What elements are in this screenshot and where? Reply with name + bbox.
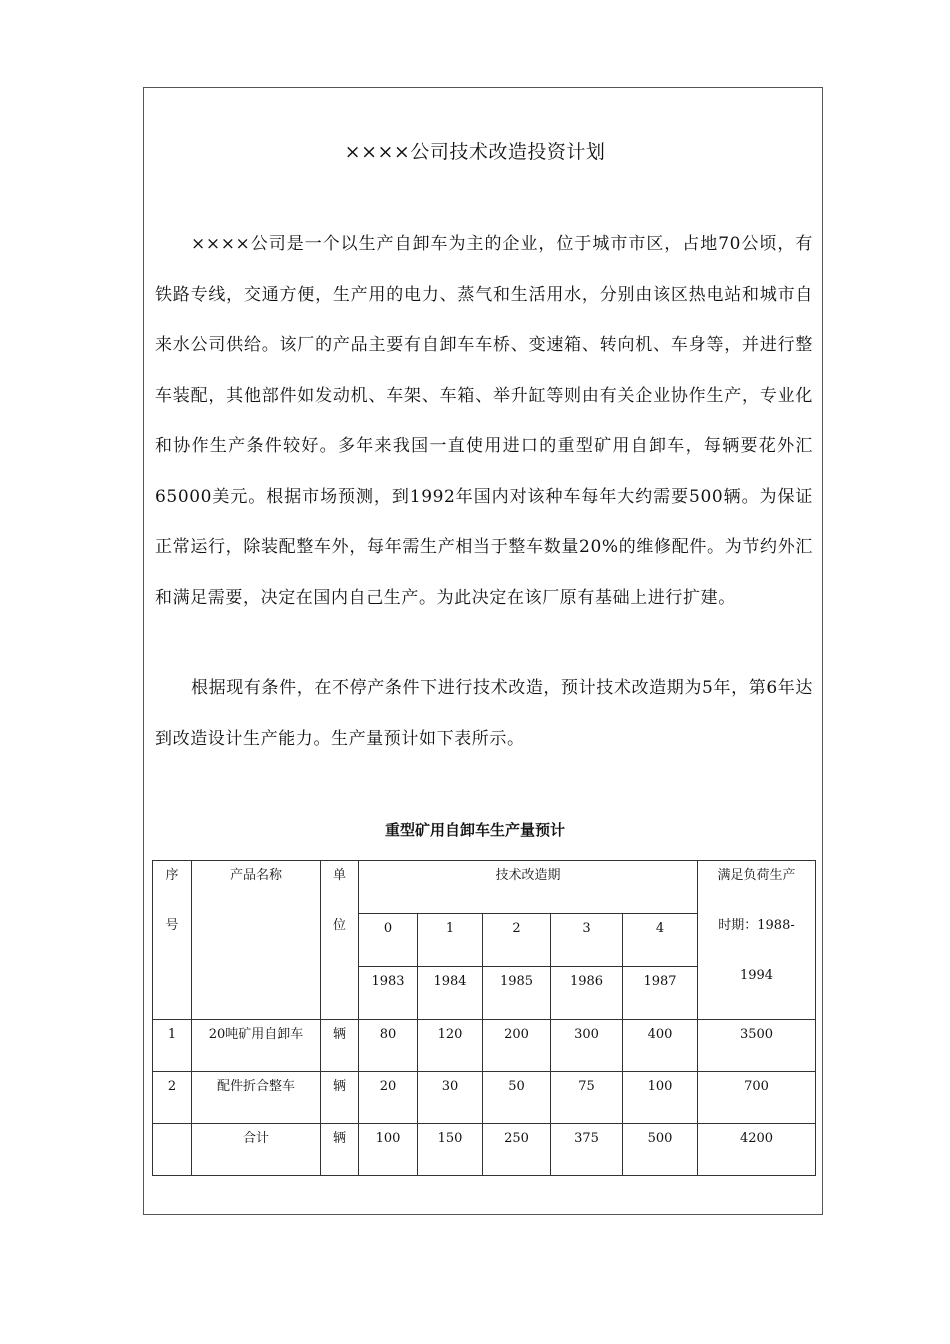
row-value: 500 [623,1124,698,1176]
table-title: 重型矿用自卸车生产量预计 [384,821,565,839]
year-cell: 1986 [551,967,623,1020]
table-row [153,1124,816,1176]
row-name: 合计 [192,1124,321,1176]
row-seq: 2 [153,1072,192,1124]
row-full: 700 [698,1072,816,1124]
row-value: 50 [483,1072,551,1124]
row-value: 30 [418,1072,483,1124]
row-name: 20吨矿用自卸车 [192,1020,321,1072]
period-cell: 0 [359,914,418,967]
header-full-load: 满足负荷生产 时期：1988- 1994 [698,861,816,1020]
header-seq: 序 号 [153,861,192,1020]
row-value: 100 [623,1072,698,1124]
period-cell: 4 [623,914,698,967]
row-full: 4200 [698,1124,816,1176]
year-cell: 1984 [418,967,483,1020]
table-row [153,1072,816,1124]
period-cell: 3 [551,914,623,967]
year-cell: 1983 [359,967,418,1020]
row-value: 150 [418,1124,483,1176]
row-value: 200 [483,1020,551,1072]
header-name: 产品名称 [192,861,321,1020]
row-value: 100 [359,1124,418,1176]
year-cell: 1985 [483,967,551,1020]
table-row [153,1020,816,1072]
row-value: 300 [551,1020,623,1072]
row-value: 80 [359,1020,418,1072]
period-cell: 1 [418,914,483,967]
row-seq [153,1124,192,1176]
header-period: 技术改造期 [359,861,698,914]
row-unit: 辆 [321,1020,359,1072]
row-unit: 辆 [321,1072,359,1124]
body-paragraph-1: ××××公司是一个以生产自卸车为主的企业，位于城市市区，占地70公顷，有铁路专线，交通方便，生产用的电力、蒸气和生活用水，分别由该区热电站和城市自来水公司供给。该厂的产品主要有自卸车车桥、变速箱、转向机、车身等，并进行整车装配，其他部件如发动机、车架、车箱、举升缸等则由有关企业协作生产，专业化和协作生产条件较好。多年来我国一直使用进口的重型矿用自卸车，每辆要花外汇65000美元。根据市场预测，到1992年国内对该种车每年大约需要500辆。为保证正常运行，除装配整车外，每年需生产相当于整车数量20%的维修配件。为节约外汇和满足需要，决定在国内自己生产。为此决定在该厂原有基础上进行扩建。 [155,234,813,608]
row-full: 3500 [698,1020,816,1072]
row-value: 375 [551,1124,623,1176]
production-table [152,860,816,1176]
row-value: 75 [551,1072,623,1124]
row-value: 20 [359,1072,418,1124]
row-value: 400 [623,1020,698,1072]
row-value: 120 [418,1020,483,1072]
row-name: 配件折合整车 [192,1072,321,1124]
row-seq: 1 [153,1020,192,1072]
row-unit: 辆 [321,1124,359,1176]
document-title: ××××公司技术改造投资计划 [344,141,606,163]
row-value: 250 [483,1124,551,1176]
year-cell: 1987 [623,967,698,1020]
period-cell: 2 [483,914,551,967]
header-unit: 单 位 [321,861,359,1020]
body-paragraph-2: 根据现有条件，在不停产条件下进行技术改造，预计技术改造期为5年，第6年达到改造设计生产能力。生产量预计如下表所示。 [155,678,813,749]
